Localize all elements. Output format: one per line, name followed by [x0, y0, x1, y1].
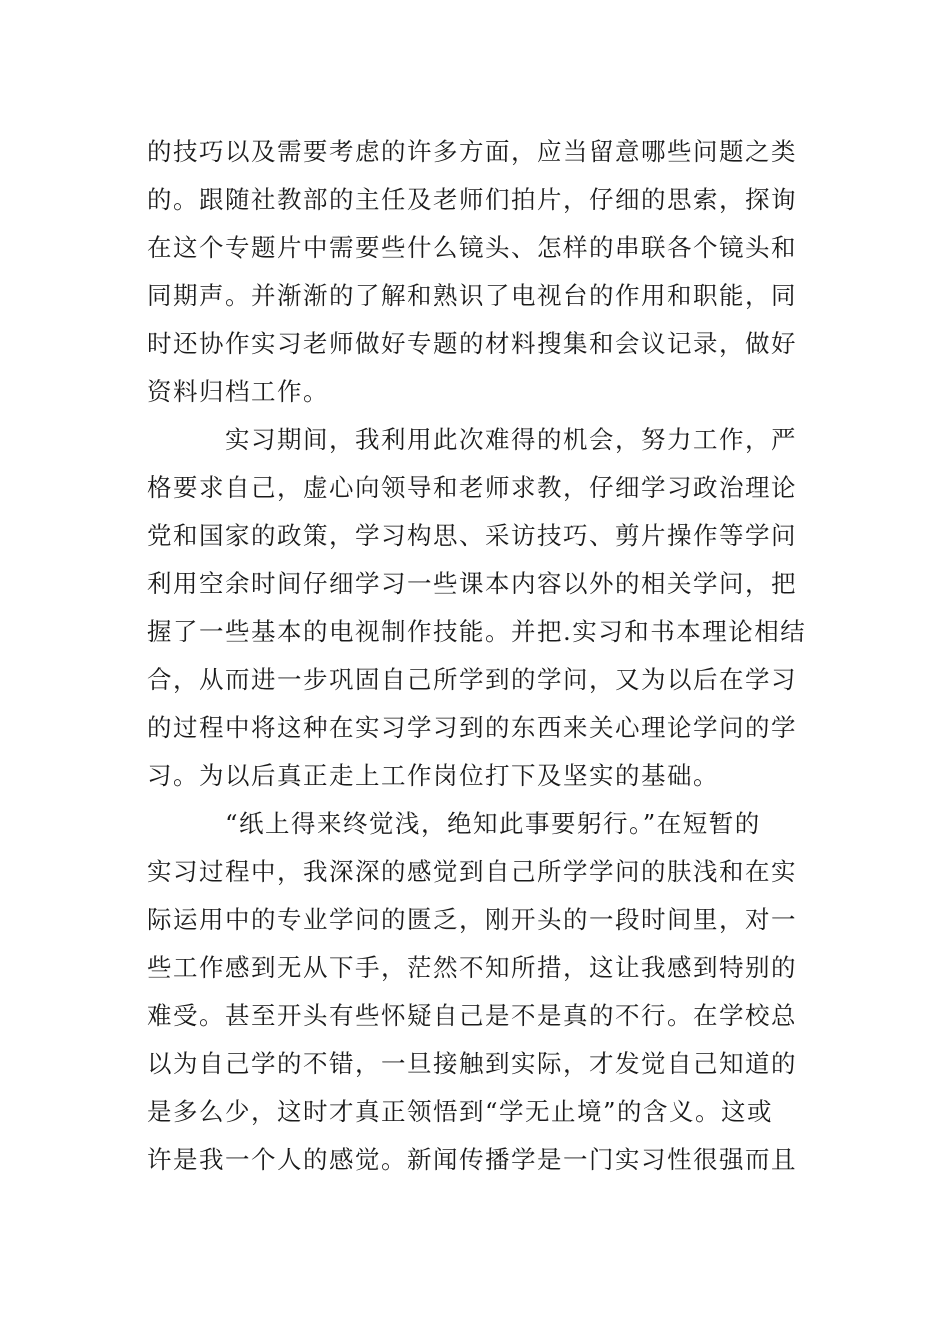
text-line: 实习过程中，我深深的感觉到自己所学学问的肤浅和在实 — [147, 857, 797, 886]
text-line: 格要求自己，虚心向领导和老师求教，仔细学习政治理论 — [147, 473, 797, 502]
text-line: 的过程中将这种在实习学习到的东西来关心理论学问的学 — [147, 713, 797, 742]
text-line-indented: “纸上得来终觉浅，绝知此事要躬行。”在短暂的 — [225, 809, 761, 838]
text-line: 党和国家的政策，学习构思、采访技巧、剪片操作等学问 — [147, 521, 797, 550]
text-line: 在这个专题片中需要些什么镜头、怎样的串联各个镜头和 — [147, 233, 797, 262]
paragraph-3 — [147, 800, 807, 1184]
text-line: 资料归档工作。 — [147, 377, 329, 406]
text-line: 际运用中的专业学问的匮乏，刚开头的一段时间里，对一 — [147, 905, 797, 934]
text-line: 的。跟随社教部的主任及老师们拍片，仔细的思索，探询 — [147, 185, 797, 214]
document-body — [147, 128, 807, 1184]
text-line: 合，从而进一步巩固自己所学到的学问，又为以后在学习 — [147, 665, 797, 694]
text-line: 以为自己学的不错，一旦接触到实际，才发觉自己知道的 — [147, 1049, 797, 1078]
text-line: 是多么少，这时才真正领悟到“学无止境”的含义。这或 — [147, 1097, 774, 1126]
paragraph-2 — [147, 416, 807, 800]
text-line: 些工作感到无从下手，茫然不知所措，这让我感到特别的 — [147, 953, 797, 982]
text-line-indented: 实习期间，我利用此次难得的机会，努力工作，严 — [225, 425, 797, 454]
text-line: 时还协作实习老师做好专题的材料搜集和会议记录，做好 — [147, 329, 797, 358]
text-line: 难受。甚至开头有些怀疑自己是不是真的不行。在学校总 — [147, 1001, 797, 1030]
text-line: 习。为以后真正走上工作岗位打下及坚实的基础。 — [147, 761, 719, 790]
text-line: 利用空余时间仔细学习一些课本内容以外的相关学问，把 — [147, 569, 797, 598]
text-line: 许是我一个人的感觉。新闻传播学是一门实习性很强而且 — [147, 1145, 797, 1174]
text-line: 同期声。并渐渐的了解和熟识了电视台的作用和职能，同 — [147, 281, 797, 310]
text-line: 的技巧以及需要考虑的许多方面，应当留意哪些问题之类 — [147, 137, 797, 166]
paragraph-1 — [147, 128, 807, 416]
text-line: 握了一些基本的电视制作技能。并把.实习和书本理论相结 — [147, 617, 807, 646]
